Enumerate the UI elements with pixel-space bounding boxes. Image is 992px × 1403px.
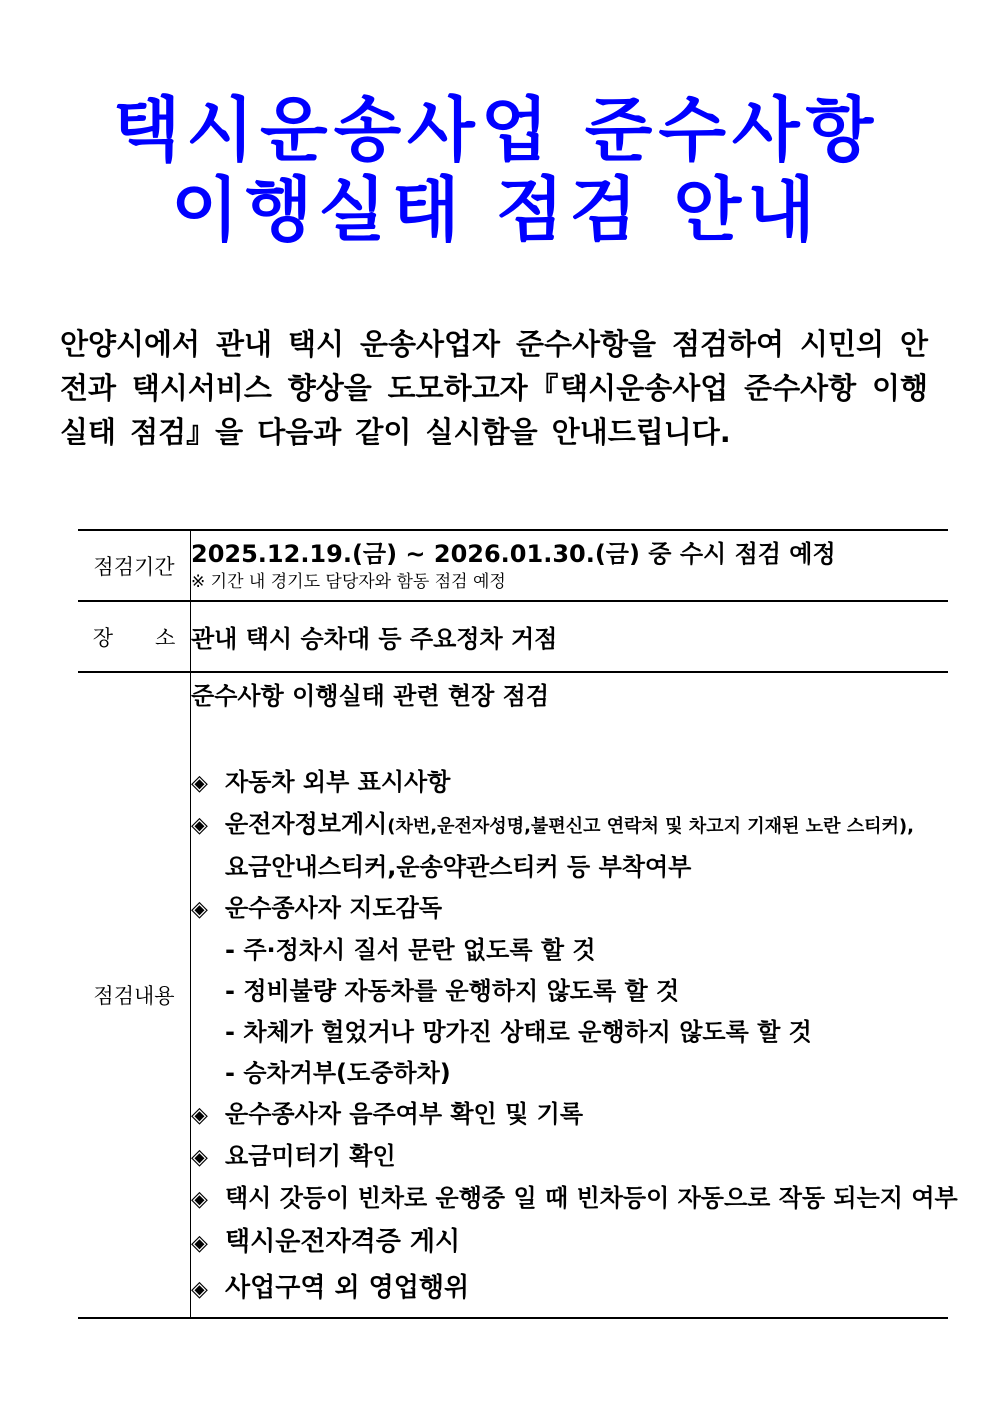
diamond-bullet-icon: ◈ (191, 897, 208, 922)
place-label: 장 소 (78, 601, 191, 672)
diamond-bullet-icon: ◈ (191, 1277, 208, 1302)
place-value: 관내 택시 승차대 등 주요정차 거점 (191, 601, 949, 672)
item-text: 사업구역 외 영업행위 (225, 1273, 470, 1303)
item-text: 자동차 외부 표시사항 (225, 768, 451, 796)
item-text: 택시운전자격증 게시 (225, 1227, 461, 1257)
content-row (78, 672, 948, 1318)
place-row (78, 601, 948, 672)
document-title-line2: 이행실태 점검 안내 (171, 168, 821, 251)
item-text: 요금미터기 확인 (225, 1142, 396, 1170)
sub-item: - 주·정차시 질서 문란 없도록 할 것 (225, 936, 596, 964)
item-text: 운수종사자 지도감독 (225, 894, 443, 922)
item-text: 운전자정보게시 (225, 810, 388, 838)
diamond-bullet-icon: ◈ (191, 771, 208, 796)
period-row (78, 530, 948, 601)
item-continuation: 요금안내스티커,운송약관스티커 등 부착여부 (225, 853, 692, 881)
diamond-bullet-icon: ◈ (191, 813, 208, 838)
sub-item: - 차체가 헐었거나 망가진 상태로 운행하지 않도록 할 것 (225, 1018, 812, 1046)
list-item (191, 1094, 948, 1136)
sub-item: - 정비불량 자동차를 운행하지 않도록 할 것 (225, 977, 680, 1005)
list-item (191, 1136, 948, 1178)
item-text: 운수종사자 음주여부 확인 및 기록 (225, 1100, 583, 1128)
list-item (191, 1178, 958, 1220)
item-detail-text: (차번,운전자성명,불편신고 연락처 및 차고지 기재된 노란 스티커), (387, 816, 914, 837)
content-value (191, 672, 958, 1318)
period-note-text: ※ 기간 내 경기도 담당자와 함동 점검 예정 (191, 571, 506, 592)
list-item (191, 888, 948, 930)
content-label: 점검내용 (78, 672, 191, 1318)
period-main-text: 2025.12.19.(금) ~ 2026.01.30.(금) 중 수시 점검 예정 (191, 539, 836, 568)
intro-paragraph: 안양시에서 관내 택시 운송사업자 준수사항을 점검하여 시민의 안전과 택시서비스 향상을 도모하고자『택시운송사업 준수사항 이행실태 점검』을 다음과 같이 실시함을 안내드립니다. (60, 327, 928, 449)
list-item (191, 1266, 948, 1312)
document-title-line1: 택시운송사업 준수사항 (112, 88, 880, 171)
period-label: 점검기간 (78, 530, 191, 601)
sub-item: - 승차거부(도중하차) (225, 1059, 451, 1087)
inspection-info-table (78, 529, 958, 1319)
period-value (191, 530, 949, 601)
item-text: 택시 갓등이 빈차로 운행중 일 때 빈차등이 자동으로 작동 되는지 여부 (225, 1184, 958, 1212)
diamond-bullet-icon: ◈ (191, 1187, 208, 1212)
content-heading: 준수사항 이행실태 관련 현장 점검 (191, 682, 549, 710)
diamond-bullet-icon: ◈ (191, 1231, 208, 1256)
list-item (191, 804, 948, 847)
diamond-bullet-icon: ◈ (191, 1145, 208, 1170)
list-item (191, 762, 948, 804)
list-item (191, 1220, 948, 1266)
diamond-bullet-icon: ◈ (191, 1103, 208, 1128)
